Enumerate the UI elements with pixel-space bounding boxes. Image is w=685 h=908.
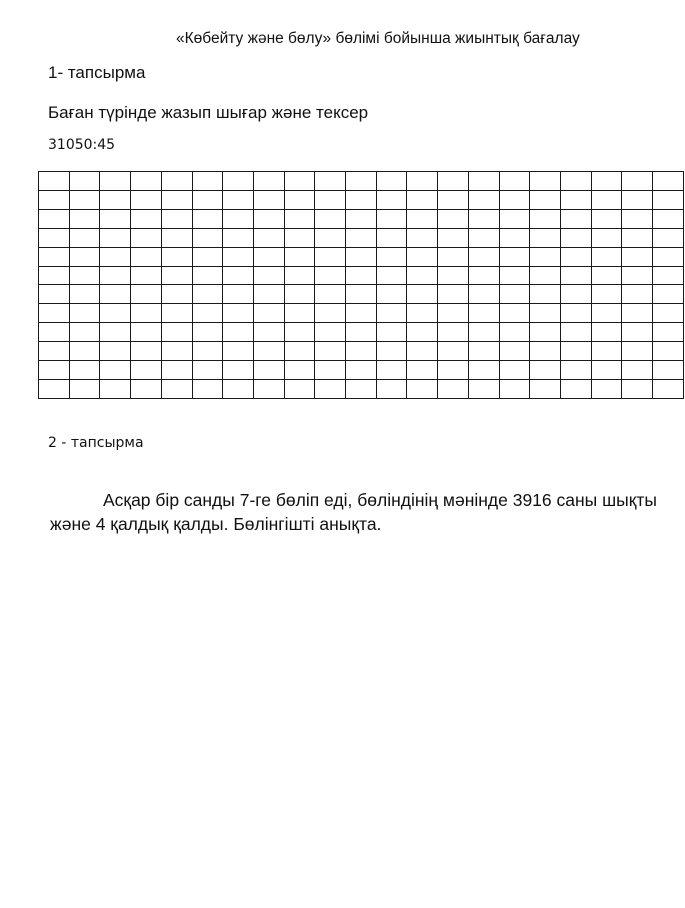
grid-cell	[223, 266, 254, 285]
task1-instruction: Баған түрінде жазып шығар және тексер	[48, 103, 369, 122]
grid-cell	[499, 209, 530, 228]
grid-cell	[653, 247, 684, 266]
grid-cell	[192, 247, 223, 266]
grid-cell	[622, 379, 653, 398]
grid-cell	[499, 228, 530, 247]
grid-cell	[499, 172, 530, 191]
grid-cell	[131, 304, 162, 323]
grid-cell	[407, 361, 438, 380]
grid-cell	[468, 361, 499, 380]
grid-cell	[39, 190, 70, 209]
grid-cell	[131, 379, 162, 398]
grid-cell	[653, 323, 684, 342]
grid-cell	[192, 342, 223, 361]
grid-cell	[315, 190, 346, 209]
grid-cell	[530, 266, 561, 285]
grid-cell	[591, 172, 622, 191]
grid-cell	[591, 342, 622, 361]
grid-cell	[223, 209, 254, 228]
grid-cell	[39, 323, 70, 342]
grid-cell	[653, 361, 684, 380]
grid-cell	[346, 190, 377, 209]
grid-cell	[192, 228, 223, 247]
grid-cell	[315, 266, 346, 285]
grid-cell	[192, 323, 223, 342]
grid-cell	[591, 209, 622, 228]
grid-cell	[530, 285, 561, 304]
grid-cell	[468, 304, 499, 323]
grid-cell	[192, 285, 223, 304]
grid-cell	[376, 247, 407, 266]
grid-cell	[438, 228, 469, 247]
grid-cell	[499, 266, 530, 285]
grid-cell	[131, 361, 162, 380]
grid-cell	[407, 379, 438, 398]
grid-cell	[131, 342, 162, 361]
grid-cell	[315, 361, 346, 380]
task1-expression: 31050:45	[48, 137, 116, 153]
grid-cell	[223, 190, 254, 209]
grid-cell	[591, 379, 622, 398]
grid-cell	[530, 172, 561, 191]
grid-cell	[468, 285, 499, 304]
grid-cell	[653, 209, 684, 228]
grid-cell	[560, 228, 591, 247]
grid-cell	[468, 190, 499, 209]
grid-cell	[284, 247, 315, 266]
grid-cell	[192, 379, 223, 398]
grid-cell	[315, 304, 346, 323]
grid-cell	[530, 304, 561, 323]
grid-cell	[253, 266, 284, 285]
grid-cell	[438, 285, 469, 304]
grid-cell	[100, 247, 131, 266]
grid-cell	[530, 228, 561, 247]
grid-cell	[284, 304, 315, 323]
grid-cell	[438, 247, 469, 266]
grid-cell	[131, 247, 162, 266]
grid-cell	[346, 304, 377, 323]
grid-row	[39, 379, 684, 398]
grid-cell	[407, 342, 438, 361]
grid-cell	[69, 304, 100, 323]
grid-cell	[253, 190, 284, 209]
grid-cell	[100, 228, 131, 247]
grid-row	[39, 228, 684, 247]
grid-cell	[192, 361, 223, 380]
grid-row	[39, 190, 684, 209]
grid-cell	[376, 379, 407, 398]
grid-cell	[100, 209, 131, 228]
grid-cell	[69, 285, 100, 304]
grid-cell	[346, 361, 377, 380]
grid-cell	[39, 247, 70, 266]
grid-cell	[69, 361, 100, 380]
grid-cell	[346, 323, 377, 342]
grid-cell	[100, 285, 131, 304]
grid-cell	[315, 379, 346, 398]
grid-cell	[376, 190, 407, 209]
squared-answer-grid	[38, 171, 684, 399]
grid-cell	[161, 266, 192, 285]
grid-cell	[499, 304, 530, 323]
grid-cell	[39, 172, 70, 191]
grid-cell	[223, 304, 254, 323]
grid-cell	[39, 379, 70, 398]
grid-cell	[100, 361, 131, 380]
grid-cell	[653, 285, 684, 304]
grid-cell	[591, 190, 622, 209]
grid-cell	[69, 209, 100, 228]
grid-cell	[69, 379, 100, 398]
grid-cell	[39, 361, 70, 380]
grid-row	[39, 247, 684, 266]
grid-cell	[39, 228, 70, 247]
grid-cell	[161, 304, 192, 323]
grid-cell	[284, 285, 315, 304]
grid-cell	[438, 379, 469, 398]
grid-cell	[438, 361, 469, 380]
grid-cell	[653, 172, 684, 191]
grid-cell	[346, 266, 377, 285]
grid-cell	[315, 247, 346, 266]
task2-title: 2 - тапсырма	[48, 435, 144, 451]
grid-cell	[100, 266, 131, 285]
grid-cell	[161, 379, 192, 398]
grid-cell	[560, 379, 591, 398]
grid-cell	[131, 209, 162, 228]
grid-cell	[530, 190, 561, 209]
grid-cell	[407, 209, 438, 228]
grid-cell	[407, 285, 438, 304]
grid-cell	[284, 379, 315, 398]
grid-cell	[223, 361, 254, 380]
grid-cell	[100, 172, 131, 191]
grid-cell	[161, 172, 192, 191]
grid-cell	[284, 342, 315, 361]
grid-cell	[69, 228, 100, 247]
grid-cell	[223, 323, 254, 342]
grid-cell	[223, 172, 254, 191]
grid-cell	[622, 209, 653, 228]
grid-cell	[407, 190, 438, 209]
grid-cell	[284, 209, 315, 228]
grid-cell	[622, 361, 653, 380]
grid-cell	[315, 228, 346, 247]
grid-row	[39, 361, 684, 380]
grid-cell	[407, 266, 438, 285]
grid-row	[39, 304, 684, 323]
grid-cell	[591, 361, 622, 380]
grid-cell	[253, 361, 284, 380]
grid-cell	[161, 247, 192, 266]
grid-cell	[653, 190, 684, 209]
grid-cell	[39, 304, 70, 323]
grid-cell	[223, 285, 254, 304]
grid-cell	[131, 323, 162, 342]
grid-cell	[253, 209, 284, 228]
grid-cell	[253, 247, 284, 266]
grid-cell	[530, 247, 561, 266]
grid-cell	[253, 285, 284, 304]
grid-cell	[69, 342, 100, 361]
grid-cell	[192, 209, 223, 228]
grid-cell	[284, 361, 315, 380]
grid-cell	[253, 342, 284, 361]
grid-cell	[376, 228, 407, 247]
grid-cell	[192, 266, 223, 285]
grid-cell	[591, 323, 622, 342]
grid-cell	[407, 172, 438, 191]
grid-cell	[499, 379, 530, 398]
grid-cell	[591, 285, 622, 304]
grid-cell	[131, 190, 162, 209]
grid-cell	[253, 172, 284, 191]
grid-cell	[315, 323, 346, 342]
grid-cell	[622, 247, 653, 266]
grid-cell	[438, 323, 469, 342]
grid-cell	[346, 228, 377, 247]
grid-cell	[192, 190, 223, 209]
grid-cell	[346, 247, 377, 266]
grid-cell	[376, 342, 407, 361]
grid-cell	[438, 304, 469, 323]
grid-row	[39, 209, 684, 228]
grid-cell	[346, 379, 377, 398]
grid-cell	[192, 304, 223, 323]
grid-cell	[223, 379, 254, 398]
grid-cell	[591, 266, 622, 285]
grid-cell	[284, 228, 315, 247]
grid-cell	[622, 190, 653, 209]
grid-cell	[560, 361, 591, 380]
grid-cell	[346, 209, 377, 228]
grid-cell	[560, 304, 591, 323]
grid-cell	[407, 304, 438, 323]
grid-cell	[653, 228, 684, 247]
grid-cell	[161, 228, 192, 247]
grid-cell	[223, 247, 254, 266]
grid-cell	[468, 379, 499, 398]
grid-cell	[346, 342, 377, 361]
grid-cell	[622, 228, 653, 247]
grid-cell	[653, 304, 684, 323]
grid-cell	[376, 266, 407, 285]
grid-cell	[560, 247, 591, 266]
grid-cell	[468, 323, 499, 342]
grid-cell	[253, 228, 284, 247]
grid-cell	[591, 247, 622, 266]
grid-cell	[438, 342, 469, 361]
grid-cell	[499, 247, 530, 266]
grid-row	[39, 323, 684, 342]
grid-cell	[376, 209, 407, 228]
grid-cell	[376, 304, 407, 323]
grid-cell	[530, 342, 561, 361]
grid-cell	[69, 266, 100, 285]
grid-cell	[39, 266, 70, 285]
grid-cell	[653, 266, 684, 285]
grid-cell	[560, 209, 591, 228]
grid-cell	[223, 342, 254, 361]
task2-problem-text: Асқар бір санды 7-ге бөліп еді, бөліндінің мәнінде 3916 саны шықты және 4 қалдық қалды. Бөлінгішті анықта.	[50, 490, 657, 534]
grid-cell	[499, 285, 530, 304]
grid-cell	[161, 209, 192, 228]
grid-cell	[622, 323, 653, 342]
grid-cell	[591, 228, 622, 247]
grid-cell	[253, 379, 284, 398]
grid-cell	[438, 190, 469, 209]
grid-cell	[591, 304, 622, 323]
grid-cell	[39, 209, 70, 228]
grid-cell	[560, 285, 591, 304]
grid-cell	[100, 379, 131, 398]
grid-cell	[530, 323, 561, 342]
grid-cell	[192, 172, 223, 191]
grid-row	[39, 266, 684, 285]
grid-cell	[560, 172, 591, 191]
grid-cell	[560, 190, 591, 209]
grid-cell	[468, 247, 499, 266]
grid-cell	[69, 323, 100, 342]
grid-cell	[69, 172, 100, 191]
grid-cell	[284, 266, 315, 285]
grid-cell	[622, 285, 653, 304]
grid-cell	[131, 266, 162, 285]
grid-cell	[407, 247, 438, 266]
grid-cell	[284, 190, 315, 209]
grid-cell	[161, 361, 192, 380]
grid-cell	[438, 266, 469, 285]
grid-cell	[499, 342, 530, 361]
grid-cell	[468, 266, 499, 285]
grid-cell	[468, 228, 499, 247]
grid-cell	[161, 190, 192, 209]
grid-cell	[131, 228, 162, 247]
grid-cell	[100, 342, 131, 361]
grid-cell	[560, 323, 591, 342]
grid-cell	[438, 172, 469, 191]
grid-cell	[315, 342, 346, 361]
grid-row	[39, 285, 684, 304]
grid-row	[39, 172, 684, 191]
grid-cell	[468, 172, 499, 191]
grid-cell	[315, 285, 346, 304]
grid-cell	[69, 247, 100, 266]
grid-cell	[376, 285, 407, 304]
grid-cell	[622, 172, 653, 191]
grid-cell	[161, 323, 192, 342]
grid-cell	[622, 304, 653, 323]
grid-cell	[39, 342, 70, 361]
document-title: «Көбейту және бөлу» бөлімі бойынша жиынтық бағалау	[176, 30, 580, 47]
grid-cell	[161, 342, 192, 361]
grid-row	[39, 342, 684, 361]
grid-cell	[346, 172, 377, 191]
grid-cell	[284, 323, 315, 342]
grid-cell	[39, 285, 70, 304]
grid-cell	[253, 323, 284, 342]
grid-cell	[499, 190, 530, 209]
grid-cell	[622, 266, 653, 285]
grid-cell	[315, 172, 346, 191]
grid-cell	[530, 361, 561, 380]
grid-cell	[468, 342, 499, 361]
grid-cell	[100, 323, 131, 342]
grid-cell	[315, 209, 346, 228]
grid-cell	[653, 379, 684, 398]
grid-cell	[622, 342, 653, 361]
grid-cell	[560, 266, 591, 285]
grid-cell	[131, 172, 162, 191]
grid-cell	[407, 323, 438, 342]
grid-cell	[376, 361, 407, 380]
grid-cell	[69, 190, 100, 209]
grid-cell	[346, 285, 377, 304]
grid-cell	[161, 285, 192, 304]
grid-cell	[499, 361, 530, 380]
grid-cell	[284, 172, 315, 191]
grid-cell	[530, 379, 561, 398]
grid-cell	[653, 342, 684, 361]
grid-cell	[438, 209, 469, 228]
grid-cell	[131, 285, 162, 304]
grid-cell	[223, 228, 254, 247]
grid-cell	[100, 190, 131, 209]
grid-cell	[376, 172, 407, 191]
grid-cell	[499, 323, 530, 342]
grid-cell	[530, 209, 561, 228]
grid-cell	[560, 342, 591, 361]
task1-title: 1- тапсырма	[48, 63, 146, 82]
grid-cell	[253, 304, 284, 323]
grid-cell	[407, 228, 438, 247]
grid-cell	[100, 304, 131, 323]
grid-cell	[376, 323, 407, 342]
grid-cell	[468, 209, 499, 228]
